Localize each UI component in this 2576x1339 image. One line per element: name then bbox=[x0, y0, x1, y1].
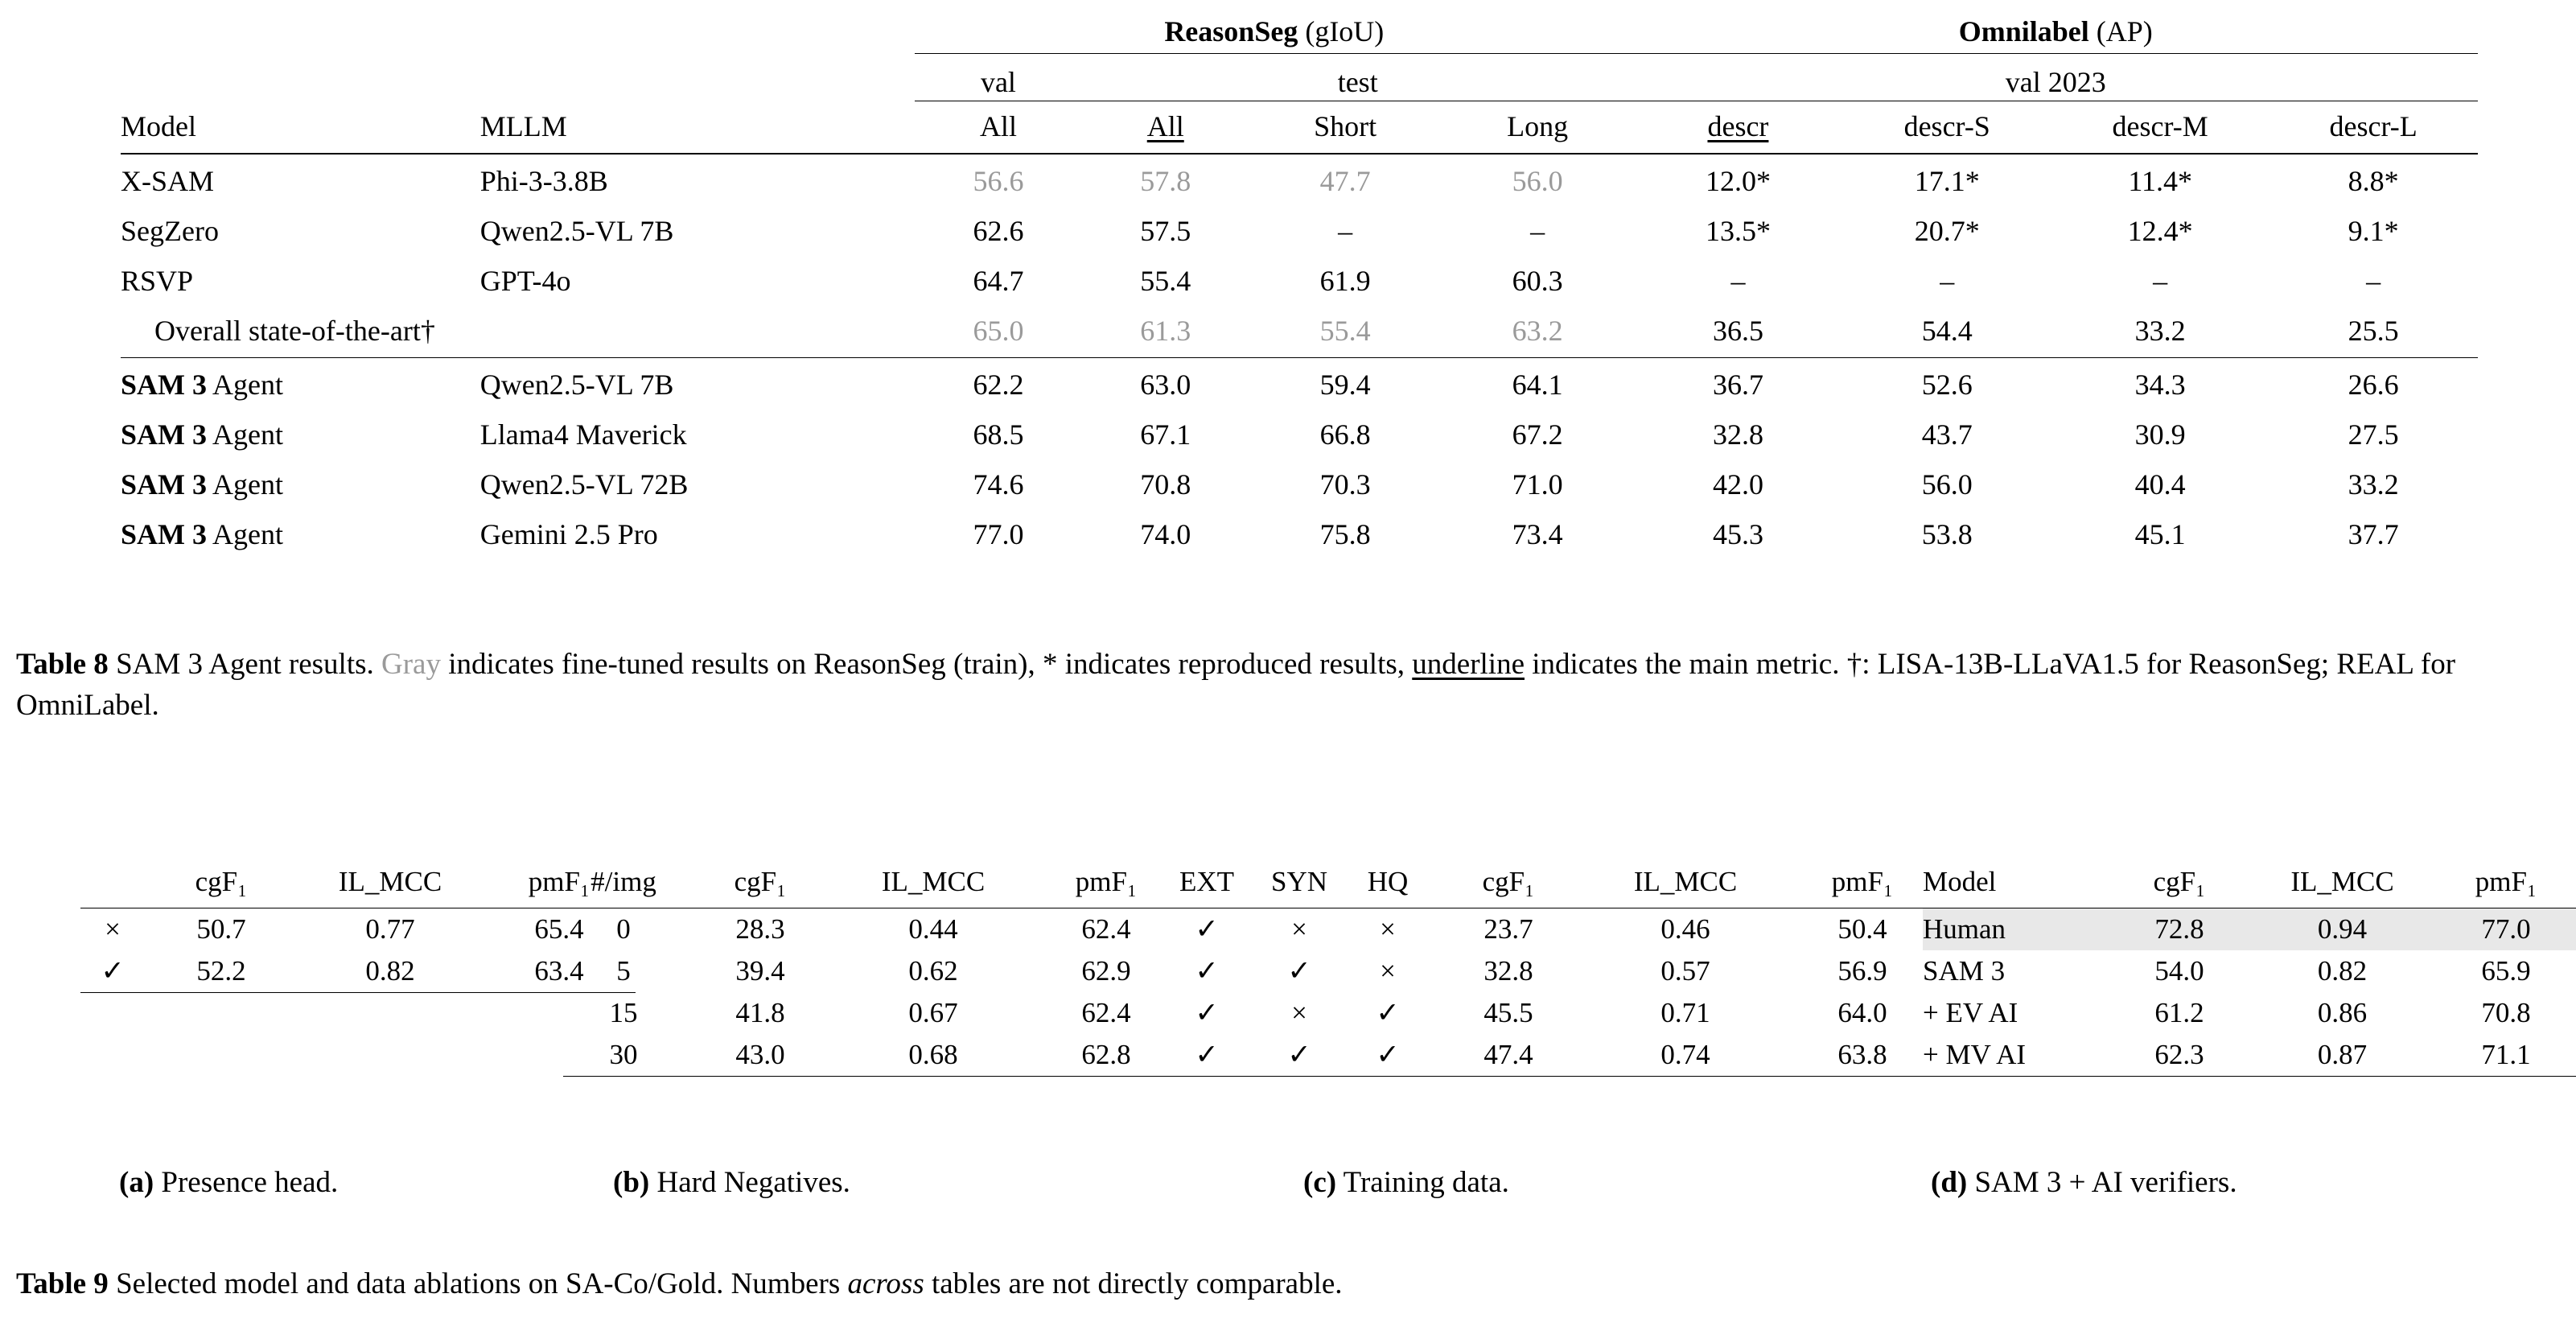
cell-ilmcc: 0.71 bbox=[1660, 997, 1710, 1028]
col-header-pmf1: pmF₁ bbox=[2475, 866, 2537, 897]
cell-cgf1: 52.2 bbox=[196, 955, 246, 987]
col-header-pmf1: pmF₁ bbox=[528, 866, 591, 897]
table9b-header-row bbox=[563, 861, 1183, 906]
subheader-reasonseg-val: val bbox=[980, 65, 1016, 98]
col-header-descr-l: descr-L bbox=[2329, 109, 2418, 142]
table-9d-caption bbox=[1931, 1165, 2237, 1200]
cell-cgf1: 47.4 bbox=[1483, 1039, 1533, 1070]
table-9d bbox=[1923, 861, 2576, 1078]
cell-cgf1: 45.5 bbox=[1483, 997, 1533, 1028]
cell-descr-s: – bbox=[1940, 264, 1955, 297]
table-row bbox=[1923, 1034, 2576, 1077]
cell-cgf1: 32.8 bbox=[1483, 955, 1533, 987]
cell-ext: ✓ bbox=[1195, 913, 1219, 945]
cell-val-all: 65.0 bbox=[973, 314, 1024, 347]
cell-model: SAM 3 Agent bbox=[121, 418, 283, 451]
table-8-caption bbox=[16, 644, 2558, 726]
col-header-descr-s: descr-S bbox=[1903, 109, 1990, 142]
caption-underline-word: underline bbox=[1412, 648, 1525, 681]
col-header-cgf1: cgF₁ bbox=[734, 866, 787, 897]
caption-text-3: indicates the main metric. †: LISA-13B-LLaVA1.5 for ReasonSeg; REAL for OmniLabel. bbox=[16, 648, 2456, 723]
subcaption-label: (a) bbox=[119, 1166, 154, 1199]
cell-syn: ✓ bbox=[1287, 955, 1311, 987]
cell-pmf1: 64.0 bbox=[1837, 997, 1887, 1028]
cell-test-long: 56.0 bbox=[1512, 164, 1563, 197]
cell-ilmcc: 0.86 bbox=[2317, 997, 2368, 1028]
table-row bbox=[121, 304, 2478, 354]
cell-descr: 36.5 bbox=[1712, 314, 1763, 347]
cell-model: SegZero bbox=[121, 214, 219, 247]
cell-descr: – bbox=[1730, 264, 1746, 297]
cell-model: + EV AI bbox=[1923, 997, 2018, 1028]
table-row bbox=[1158, 992, 1939, 1034]
cell-per-img: 30 bbox=[609, 1039, 638, 1070]
table-row bbox=[563, 908, 1183, 951]
cell-test-long: 63.2 bbox=[1512, 314, 1563, 347]
cell-model: X-SAM bbox=[121, 164, 215, 197]
caption-text-1: SAM 3 Agent results. bbox=[116, 648, 381, 681]
cell-mllm: Phi-3-3.8B bbox=[479, 164, 608, 197]
table-row bbox=[121, 508, 2478, 558]
cell-test-short: 59.4 bbox=[1319, 368, 1371, 401]
cell-model: + MV AI bbox=[1923, 1039, 2027, 1070]
cell-test-long: 67.2 bbox=[1512, 418, 1563, 451]
cell-descr-m: 34.3 bbox=[2134, 368, 2186, 401]
table-9a-table bbox=[80, 861, 636, 995]
cell-hq: × bbox=[1380, 913, 1396, 945]
table-9d-table bbox=[1923, 861, 2576, 1078]
cell-ilmcc: 0.94 bbox=[2249, 908, 2436, 951]
cell-descr-m: 30.9 bbox=[2134, 418, 2186, 451]
cell-model: SAM 3 Agent bbox=[121, 368, 283, 401]
cell-cgf1: 43.0 bbox=[735, 1039, 785, 1070]
cell-ilmcc: 0.87 bbox=[2317, 1039, 2368, 1070]
cell-ext: ✓ bbox=[1195, 997, 1219, 1028]
col-header-syn: SYN bbox=[1270, 866, 1328, 897]
cell-test-short: 75.8 bbox=[1319, 517, 1371, 550]
cell-mllm: Llama4 Maverick bbox=[479, 418, 687, 451]
cell-test-all: 67.1 bbox=[1140, 418, 1191, 451]
cell-descr-l: 37.7 bbox=[2348, 517, 2399, 550]
col-header-cgf1: cgF₁ bbox=[2153, 866, 2206, 897]
subheader-reasonseg-test: test bbox=[1337, 65, 1378, 98]
col-header-ilmcc: IL_MCC bbox=[338, 866, 442, 897]
table-row bbox=[563, 950, 1183, 992]
table8-column-header-row bbox=[121, 101, 2478, 150]
group-header-omnilabel: Omnilabel (AP) bbox=[1958, 15, 2153, 47]
table8-subgroup-header-row bbox=[121, 54, 2478, 99]
subcaption-text: Presence head. bbox=[154, 1166, 339, 1199]
table-9a-caption bbox=[119, 1165, 338, 1200]
subcaption-label: (c) bbox=[1303, 1166, 1337, 1199]
cell-syn: × bbox=[1291, 997, 1307, 1028]
col-header-model: Model bbox=[1923, 866, 1997, 897]
table9a-bottom-rule bbox=[80, 993, 636, 995]
cell-cgf1: 28.3 bbox=[735, 913, 785, 945]
cell-val-all: 74.6 bbox=[973, 468, 1024, 501]
col-header-ilmcc: IL_MCC bbox=[2290, 866, 2394, 897]
cell-descr-s: 56.0 bbox=[1921, 468, 1973, 501]
cell-ilmcc: 0.68 bbox=[908, 1039, 958, 1070]
subcaption-text: Training data. bbox=[1336, 1166, 1509, 1199]
cell-descr-l: 26.6 bbox=[2348, 368, 2399, 401]
col-header-descr-m: descr-M bbox=[2112, 109, 2208, 142]
cell-test-short: 70.3 bbox=[1319, 468, 1371, 501]
cell-test-all: 55.4 bbox=[1140, 264, 1191, 297]
table-row bbox=[1158, 950, 1939, 992]
cell-descr-s: 20.7* bbox=[1914, 214, 1980, 247]
cell-ilmcc: 0.82 bbox=[2317, 955, 2368, 987]
col-header-model: Model bbox=[121, 109, 196, 142]
cell-ilmcc: 0.82 bbox=[365, 955, 415, 987]
caption-text-2: indicates fine-tuned results on ReasonSeg (train), * indicates reproduced results, bbox=[440, 648, 1413, 681]
cell-ilmcc: 0.77 bbox=[365, 913, 415, 945]
cell-mllm: Qwen2.5-VL 72B bbox=[479, 468, 689, 501]
cell-hq: ✓ bbox=[1376, 997, 1400, 1028]
cell-test-all: 74.0 bbox=[1140, 517, 1191, 550]
cell-descr-m: – bbox=[2153, 264, 2168, 297]
cell-pmf1: 62.4 bbox=[1081, 913, 1131, 945]
col-header-descr: descr bbox=[1707, 109, 1769, 142]
cell-test-short: 55.4 bbox=[1319, 314, 1371, 347]
subcaption-text: SAM 3 + AI verifiers. bbox=[1967, 1166, 2237, 1199]
cell-cgf1: 50.7 bbox=[196, 913, 246, 945]
cell-val-all: 62.6 bbox=[973, 214, 1024, 247]
cell-per-img: 5 bbox=[616, 955, 631, 987]
cell-test-long: 60.3 bbox=[1512, 264, 1563, 297]
cell-pmf1: 63.8 bbox=[1837, 1039, 1887, 1070]
subcaption-label: (b) bbox=[613, 1166, 650, 1199]
cell-test-all: 61.3 bbox=[1140, 314, 1191, 347]
cell-ilmcc: 0.44 bbox=[908, 913, 958, 945]
subcaption-label: (d) bbox=[1931, 1166, 1968, 1199]
cell-descr: 42.0 bbox=[1712, 468, 1763, 501]
table-row bbox=[121, 357, 2478, 408]
table-row bbox=[563, 992, 1183, 1034]
col-header-ilmcc: IL_MCC bbox=[881, 866, 986, 897]
cell-test-all: 57.8 bbox=[1140, 164, 1191, 197]
table-8 bbox=[121, 14, 2478, 558]
cell-descr-m: 12.4* bbox=[2127, 214, 2193, 247]
group-header-reasonseg: ReasonSeg (gIoU) bbox=[1164, 15, 1385, 47]
table9c-header-row bbox=[1158, 861, 1939, 906]
cell-descr-l: 27.5 bbox=[2348, 418, 2399, 451]
cell-test-long: 64.1 bbox=[1512, 368, 1563, 401]
cell-test-long: 73.4 bbox=[1512, 517, 1563, 550]
table-9c-table bbox=[1158, 861, 1939, 1078]
cell-cgf1: 23.7 bbox=[1483, 913, 1533, 945]
table-row bbox=[80, 950, 636, 993]
cell-pmf1: 62.4 bbox=[1081, 997, 1131, 1028]
col-header-mllm: MLLM bbox=[479, 109, 567, 142]
cell-descr: 12.0* bbox=[1705, 164, 1771, 197]
cell-val-all: 56.6 bbox=[973, 164, 1024, 197]
caption-text-1: Selected model and data ablations on SA-Co/Gold. Numbers bbox=[116, 1267, 848, 1300]
table-row bbox=[1158, 1034, 1939, 1077]
cell-pmf1: 62.9 bbox=[1081, 955, 1131, 987]
cell-pmf1: 56.9 bbox=[1837, 955, 1887, 987]
cell-presence: × bbox=[105, 913, 121, 945]
cell-ilmcc: 0.46 bbox=[1660, 913, 1710, 945]
cell-per-img: 15 bbox=[609, 997, 638, 1028]
cell-hq: ✓ bbox=[1376, 1039, 1400, 1070]
cell-syn: ✓ bbox=[1287, 1039, 1311, 1070]
cell-mllm: Qwen2.5-VL 7B bbox=[479, 214, 674, 247]
table-row bbox=[1923, 908, 2576, 951]
cell-descr: 32.8 bbox=[1712, 418, 1763, 451]
cell-test-long: – bbox=[1530, 214, 1545, 247]
cell-val-all: 77.0 bbox=[973, 517, 1024, 550]
cell-val-all: 64.7 bbox=[973, 264, 1024, 297]
cell-test-short: 66.8 bbox=[1319, 418, 1371, 451]
table9b-bottom-rule bbox=[563, 1077, 1183, 1079]
col-header-blank bbox=[80, 861, 145, 906]
cell-ext: ✓ bbox=[1195, 955, 1219, 987]
cell-model: SAM 3 Agent bbox=[121, 468, 283, 501]
table-9c bbox=[1158, 861, 1939, 1078]
table-row bbox=[121, 254, 2478, 304]
cell-descr-s: 54.4 bbox=[1921, 314, 1973, 347]
table-row bbox=[80, 908, 636, 951]
cell-pmf1: 70.8 bbox=[2481, 997, 2531, 1028]
cell-ext: ✓ bbox=[1195, 1039, 1219, 1070]
cell-model: Human bbox=[1923, 908, 2110, 951]
cell-descr-m: 33.2 bbox=[2134, 314, 2186, 347]
col-header-pmf1: pmF₁ bbox=[1831, 866, 1894, 897]
cell-cgf1: 61.2 bbox=[2154, 997, 2204, 1028]
table-row bbox=[1923, 950, 2576, 992]
col-header-test-all: All bbox=[1146, 109, 1184, 142]
cell-pmf1: 77.0 bbox=[2436, 908, 2576, 951]
cell-descr-l: 33.2 bbox=[2348, 468, 2399, 501]
cell-model: SAM 3 Agent bbox=[121, 517, 283, 550]
cell-descr-l: 9.1* bbox=[2348, 214, 2399, 247]
table-9b-caption bbox=[613, 1165, 850, 1200]
col-header-test-short: Short bbox=[1314, 109, 1377, 142]
table9a-header-row bbox=[80, 861, 636, 906]
cell-test-short: 61.9 bbox=[1319, 264, 1371, 297]
col-header-val-all: All bbox=[979, 109, 1017, 142]
cell-model: RSVP bbox=[121, 264, 194, 297]
table-row bbox=[121, 408, 2478, 458]
caption-italic-word: across bbox=[847, 1267, 924, 1300]
col-header-cgf1: cgF₁ bbox=[1482, 866, 1535, 897]
table-row bbox=[121, 458, 2478, 508]
cell-hq: × bbox=[1380, 955, 1396, 987]
cell-val-all: 62.2 bbox=[973, 368, 1024, 401]
cell-pmf1: 65.9 bbox=[2481, 955, 2531, 987]
cell-ilmcc: 0.67 bbox=[908, 997, 958, 1028]
cell-test-all: 57.5 bbox=[1140, 214, 1191, 247]
cell-mllm: Qwen2.5-VL 7B bbox=[479, 368, 674, 401]
cell-descr-m: 40.4 bbox=[2134, 468, 2186, 501]
cell-descr-m: 45.1 bbox=[2134, 517, 2186, 550]
table-row bbox=[121, 204, 2478, 254]
caption-label: Table 9 bbox=[16, 1267, 109, 1300]
cell-pmf1: 71.1 bbox=[2481, 1039, 2531, 1070]
cell-descr-s: 53.8 bbox=[1921, 517, 1973, 550]
cell-descr: 13.5* bbox=[1705, 214, 1771, 247]
cell-cgf1: 39.4 bbox=[735, 955, 785, 987]
table9d-bottom-rule bbox=[1923, 1077, 2576, 1079]
cell-pmf1: 62.8 bbox=[1081, 1039, 1131, 1070]
cell-ilmcc: 0.62 bbox=[908, 955, 958, 987]
cell-cgf1: 72.8 bbox=[2110, 908, 2249, 951]
cell-descr-l: – bbox=[2366, 264, 2381, 297]
cell-mllm: GPT-4o bbox=[479, 264, 571, 297]
table-9b-table bbox=[563, 861, 1183, 1078]
cell-model-sota: Overall state-of-the-art† bbox=[154, 314, 435, 347]
col-header-test-long: Long bbox=[1507, 109, 1569, 142]
table-9-caption bbox=[16, 1263, 2558, 1304]
subheader-omnilabel-val2023: val 2023 bbox=[2005, 65, 2106, 98]
cell-presence: ✓ bbox=[101, 955, 125, 987]
col-header-pmf1: pmF₁ bbox=[1075, 866, 1138, 897]
col-header-ext: EXT bbox=[1179, 866, 1235, 897]
cell-pmf1: 50.4 bbox=[1837, 913, 1887, 945]
cell-test-long: 71.0 bbox=[1512, 468, 1563, 501]
cell-descr: 45.3 bbox=[1712, 517, 1763, 550]
cell-ilmcc: 0.74 bbox=[1660, 1039, 1710, 1070]
cell-cgf1: 62.3 bbox=[2154, 1039, 2204, 1070]
table9d-header-row bbox=[1923, 861, 2576, 906]
table-row bbox=[121, 154, 2478, 204]
table-row bbox=[1923, 992, 2576, 1034]
cell-test-short: 47.7 bbox=[1319, 164, 1371, 197]
table-9b bbox=[563, 861, 1183, 1078]
col-header-cgf1: cgF₁ bbox=[195, 866, 248, 897]
cell-model: SAM 3 bbox=[1923, 955, 2006, 987]
caption-label: Table 8 bbox=[16, 648, 109, 681]
cell-ilmcc: 0.57 bbox=[1660, 955, 1710, 987]
table-row bbox=[1158, 908, 1939, 951]
cell-pmf1: 63.4 bbox=[534, 955, 584, 987]
col-header-per-img: #/img bbox=[591, 866, 656, 897]
cell-per-img: 0 bbox=[616, 913, 631, 945]
col-header-ilmcc: IL_MCC bbox=[1633, 866, 1738, 897]
cell-pmf1: 65.4 bbox=[534, 913, 584, 945]
cell-test-all: 63.0 bbox=[1140, 368, 1191, 401]
cell-descr-s: 43.7 bbox=[1921, 418, 1973, 451]
cell-val-all: 68.5 bbox=[973, 418, 1024, 451]
cell-syn: × bbox=[1291, 913, 1307, 945]
table-9a bbox=[80, 861, 636, 995]
cell-cgf1: 54.0 bbox=[2154, 955, 2204, 987]
cell-descr-s: 17.1* bbox=[1914, 164, 1980, 197]
table-row bbox=[563, 1034, 1183, 1077]
cell-cgf1: 41.8 bbox=[735, 997, 785, 1028]
caption-gray-word: Gray bbox=[381, 648, 441, 681]
cell-test-all: 70.8 bbox=[1140, 468, 1191, 501]
table8-group-header-row bbox=[121, 14, 2478, 52]
table-9c-caption bbox=[1303, 1165, 1509, 1200]
cell-descr-l: 8.8* bbox=[2348, 164, 2399, 197]
col-header-hq: HQ bbox=[1367, 866, 1409, 897]
cell-mllm: Gemini 2.5 Pro bbox=[479, 517, 658, 550]
caption-text-2: tables are not directly comparable. bbox=[924, 1267, 1343, 1300]
cell-descr: 36.7 bbox=[1712, 368, 1763, 401]
subcaption-text: Hard Negatives. bbox=[649, 1166, 850, 1199]
cell-descr-m: 11.4* bbox=[2128, 164, 2192, 197]
table9c-bottom-rule bbox=[1158, 1077, 1939, 1079]
cell-test-short: – bbox=[1338, 214, 1353, 247]
cell-descr-s: 52.6 bbox=[1921, 368, 1973, 401]
cell-descr-l: 25.5 bbox=[2348, 314, 2399, 347]
